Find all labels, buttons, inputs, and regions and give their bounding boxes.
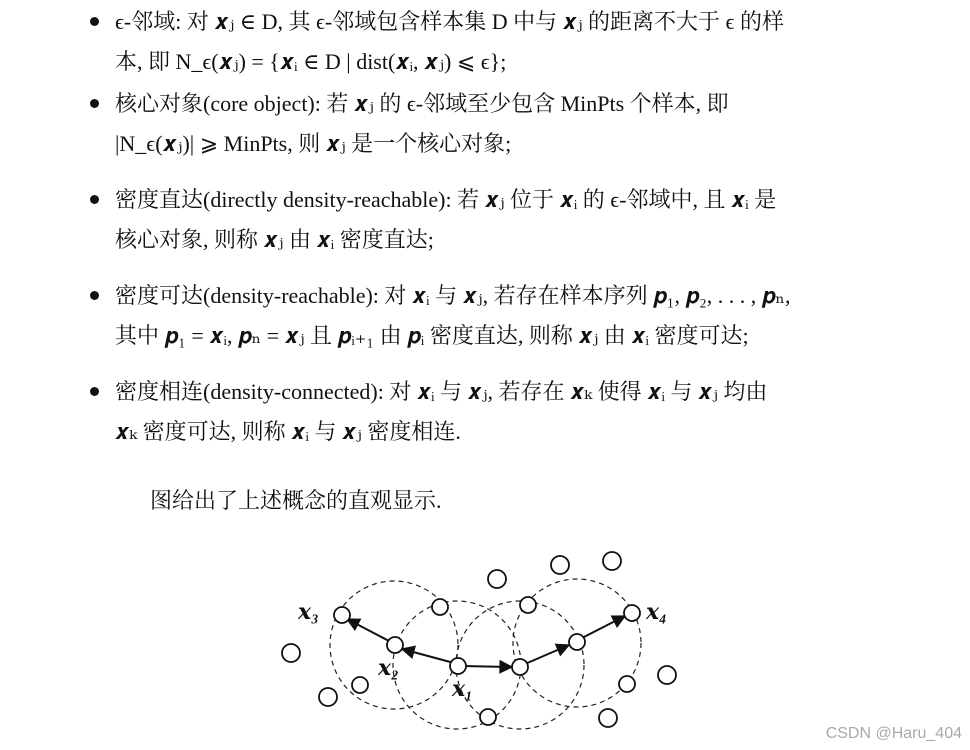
bullet-icon: [90, 195, 99, 204]
point-x4: [624, 605, 640, 621]
label-x2: 𝒙₂: [378, 655, 399, 680]
point-left-low: [352, 677, 368, 693]
point-outer-bottom-right: [599, 709, 617, 727]
figure-intro-text: 图给出了上述概念的直观显示.: [150, 488, 442, 513]
definition-epsilon-neighborhood: [88, 2, 923, 82]
definition-line: 密度直达(directly density-reachable): 若 𝒙ⱼ 位于 𝒙ᵢ 的 ϵ-邻域中, 且 𝒙ᵢ 是: [115, 187, 777, 212]
definition-density-reachable: [88, 276, 923, 356]
bullet-icon: [90, 291, 99, 300]
label-x4: 𝒙₄: [646, 599, 667, 624]
definition-line: 核心对象(core object): 若 𝒙ⱼ 的 ϵ-邻域至少包含 MinPts 个样本, 即: [115, 91, 729, 116]
arrow-p-q: [525, 645, 569, 664]
definition-list: [88, 2, 923, 452]
definition-line: 𝒙ₖ 密度可达, 则称 𝒙ᵢ 与 𝒙ⱼ 密度相连.: [115, 419, 461, 444]
label-x1: 𝒙₁: [452, 676, 473, 701]
point-x2: [387, 637, 403, 653]
point-x3: [334, 607, 350, 623]
definition-line: 密度相连(density-connected): 对 𝒙ᵢ 与 𝒙ⱼ, 若存在 𝒙ₖ 使得 𝒙ᵢ 与 𝒙ⱼ 均由: [115, 379, 768, 404]
point-p: [512, 659, 528, 675]
sample-points: [282, 552, 676, 727]
point-outer-top-3: [603, 552, 621, 570]
neighborhood-circles: [330, 579, 641, 729]
arrow-x1-p: [463, 666, 512, 667]
definition-line: 核心对象, 则称 𝒙ⱼ 由 𝒙ᵢ 密度直达;: [115, 227, 434, 252]
definition-directly-density-reachable: [88, 180, 923, 260]
arrow-q-x4: [582, 616, 625, 638]
arrow-x1-x2: [402, 649, 454, 663]
point-outer-top-2: [551, 556, 569, 574]
point-top-mid: [432, 599, 448, 615]
point-q: [569, 634, 585, 650]
bullet-icon: [90, 17, 99, 26]
point-bottom: [480, 709, 496, 725]
definition-line: 密度可达(density-reachable): 对 𝒙ᵢ 与 𝒙ⱼ, 若存在样本序列 𝒑₁, 𝒑₂, . . . , 𝒑ₙ,: [115, 283, 791, 308]
definition-line: 其中 𝒑₁ = 𝒙ᵢ, 𝒑ₙ = 𝒙ⱼ 且 𝒑ᵢ₊₁ 由 𝒑ᵢ 密度直达, 则称 𝒙ⱼ 由 𝒙ᵢ 密度可达;: [115, 323, 749, 348]
point-outer-left-low: [319, 688, 337, 706]
point-x1: [450, 658, 466, 674]
arrow-x2-x3: [347, 619, 389, 641]
definition-line: |N_ϵ(𝒙ⱼ)| ⩾ MinPts, 则 𝒙ⱼ 是一个核心对象;: [115, 131, 512, 156]
watermark: CSDN @Haru_404: [825, 725, 962, 742]
point-outer-top-1: [488, 570, 506, 588]
definition-line: 本, 即 N_ϵ(𝒙ⱼ) = {𝒙ᵢ ∈ D | dist(𝒙ᵢ, 𝒙ⱼ) ⩽ ϵ};: [115, 49, 507, 74]
bullet-icon: [90, 387, 99, 396]
definition-density-connected: [88, 372, 923, 452]
definition-core-object: [88, 84, 923, 164]
point-top-center: [520, 597, 536, 613]
point-outer-left: [282, 644, 300, 662]
point-outer-right: [658, 666, 676, 684]
dbscan-concept-diagram: [270, 545, 700, 735]
label-x3: 𝒙₃: [298, 599, 319, 624]
point-right-low: [619, 676, 635, 692]
bullet-icon: [90, 99, 99, 108]
definition-line: ϵ-邻域: 对 𝒙ⱼ ∈ D, 其 ϵ-邻域包含样本集 D 中与 𝒙ⱼ 的距离不大于 ϵ 的样: [115, 9, 784, 34]
